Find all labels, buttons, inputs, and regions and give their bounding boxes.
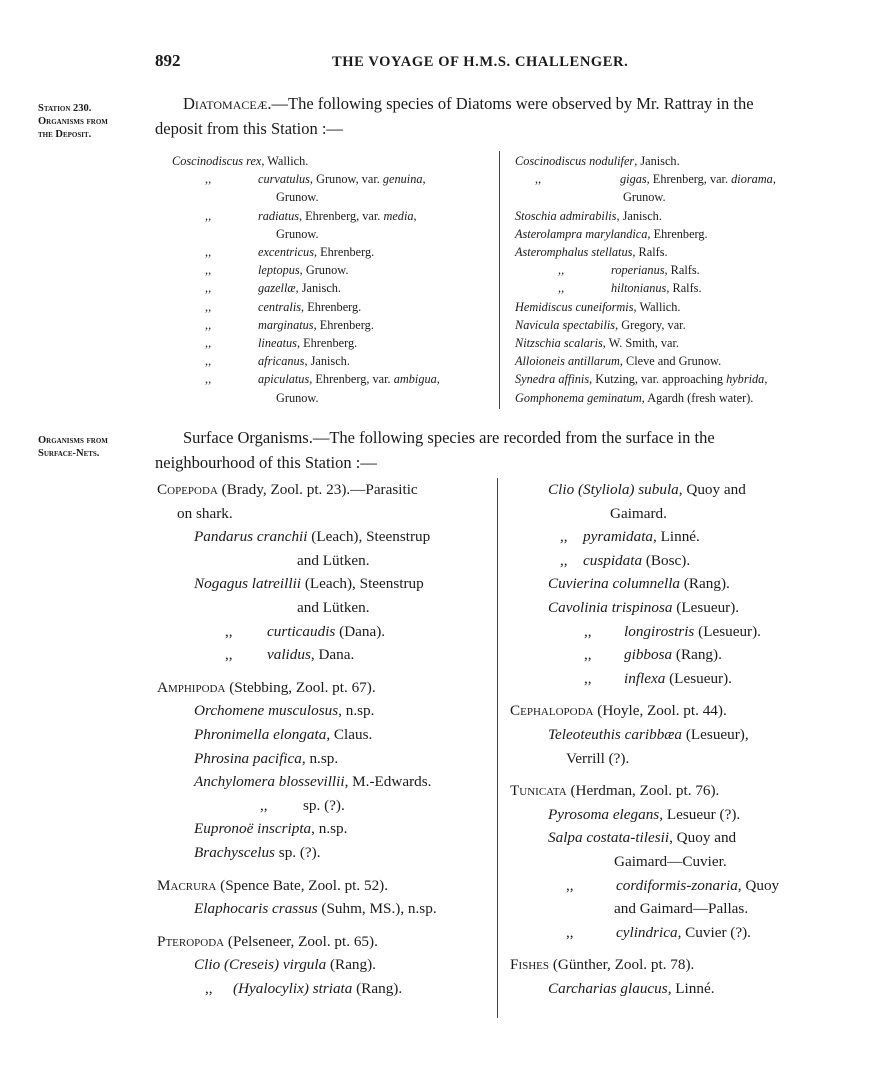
list-item: ,, leptopus, Grunow. xyxy=(205,263,349,278)
surface-right-column xyxy=(510,478,779,1000)
list-item-cont: Grunow. xyxy=(276,190,319,205)
list-item: Pandarus cranchii (Leach), Steenstrup xyxy=(194,528,431,546)
list-item-cont: and Lütken. xyxy=(297,551,370,569)
list-item: Alloioneis antillarum, Cleve and Grunow. xyxy=(515,354,722,369)
margin-line: Station 230. xyxy=(38,103,92,114)
column-divider xyxy=(497,478,498,1018)
list-item: Asteromphalus stellatus, Ralfs. xyxy=(515,245,668,260)
list-item: ,, cylindrica, Cuvier (?). xyxy=(566,923,751,941)
list-item: Cavolinia trispinosa (Lesueur). xyxy=(548,598,740,616)
list-item: Carcharias glaucus, Linné. xyxy=(548,979,715,997)
list-item: Nogagus latreillii (Leach), Steenstrup xyxy=(194,575,424,593)
group-heading: Pteropoda (Pelseneer, Zool. pt. 65). xyxy=(157,932,378,950)
list-item: Salpa costata-tilesii, Quoy and xyxy=(548,829,737,847)
section-heading: Diatomaceæ. xyxy=(183,94,272,113)
list-item-cont: and Lütken. xyxy=(297,598,370,616)
list-item: Phronimella elongata, Claus. xyxy=(194,725,373,743)
margin-note-surface xyxy=(38,434,108,460)
column-divider xyxy=(499,151,500,409)
list-item: Hemidiscus cuneiformis, Wallich. xyxy=(515,299,681,314)
list-item: ,, cuspidata (Bosc). xyxy=(560,551,691,569)
list-item: ,, longirostris (Lesueur). xyxy=(584,622,761,640)
margin-line: Organisms from xyxy=(38,116,108,127)
surface-left-column xyxy=(157,478,437,1000)
surface-intro-line-1 xyxy=(183,426,715,450)
list-item: Elaphocaris crassus (Suhm, MS.), n.sp. xyxy=(194,900,437,918)
list-item-cont: Verrill (?). xyxy=(566,749,630,767)
margin-line: Organisms from xyxy=(38,435,108,446)
list-item: Gomphonema geminatum, Agardh (fresh water). xyxy=(515,390,754,405)
list-item: ,, marginatus, Ehrenberg. xyxy=(205,317,374,332)
diatoms-right-column xyxy=(515,152,776,407)
list-item: ,, curticaudis (Dana). xyxy=(225,622,386,640)
list-item: Navicula spectabilis, Gregory, var. xyxy=(515,317,686,332)
margin-note-station xyxy=(38,102,108,141)
list-item: ,, apiculatus, Ehrenberg, var. ambigua, xyxy=(205,372,440,387)
running-title: THE VOYAGE OF H.M.S. CHALLENGER. xyxy=(332,54,629,70)
list-item: Cuvierina columnella (Rang). xyxy=(548,575,730,593)
section-heading: Surface Organisms. xyxy=(183,428,313,447)
group-heading: Macrura (Spence Bate, Zool. pt. 52). xyxy=(157,876,389,894)
diatoms-intro-line-1 xyxy=(183,92,754,116)
diatoms-intro-line-2: deposit from this Station :— xyxy=(155,119,343,138)
list-item-cont: Grunow. xyxy=(276,390,319,405)
list-item: Eupronoë inscripta, n.sp. xyxy=(194,820,348,838)
list-item: ,, lineatus, Ehrenberg. xyxy=(205,336,358,351)
list-item-cont: Grunow. xyxy=(276,226,319,241)
list-item: ,, gazellæ, Janisch. xyxy=(205,281,342,296)
list-item: ,, (Hyalocylix) striata (Rang). xyxy=(205,979,403,997)
list-item: Anchylomera blossevillii, M.-Edwards. xyxy=(194,773,432,791)
group-heading: Copepoda (Brady, Zool. pt. 23).—Parasitic xyxy=(157,481,418,498)
list-item: ,, radiatus, Ehrenberg, var. media, xyxy=(205,208,417,223)
list-item: Synedra affinis, Kutzing, var. approaching hybrida, xyxy=(515,372,768,387)
intro-text: —The following species of Diatoms were observed by Mr. Rattray in the xyxy=(271,94,754,113)
list-item: Stoschia admirabilis, Janisch. xyxy=(515,208,662,223)
list-item: ,, hiltonianus, Ralfs. xyxy=(558,281,702,296)
margin-line: Surface-Nets. xyxy=(38,448,100,459)
list-item: ,, cordiformis-zonaria, Quoy xyxy=(566,876,780,894)
list-item: ,, pyramidata, Linné. xyxy=(560,528,700,546)
list-item-cont: and Gaimard—Pallas. xyxy=(614,900,749,918)
list-item: Pyrosoma elegans, Lesueur (?). xyxy=(548,805,741,823)
list-item: Orchomene musculosus, n.sp. xyxy=(194,702,375,720)
list-item: ,, curvatulus, Grunow, var. genuina, xyxy=(205,172,426,187)
list-item: Phrosina pacifica, n.sp. xyxy=(194,749,339,767)
list-item: ,, africanus, Janisch. xyxy=(205,354,350,369)
margin-line: the Deposit. xyxy=(38,129,92,140)
list-item: Clio (Styliola) subula, Quoy and xyxy=(548,481,746,498)
list-item: ,, inflexa (Lesueur). xyxy=(584,669,732,687)
diatoms-left-column xyxy=(172,152,440,407)
list-item: Coscinodiscus nodulifer, Janisch. xyxy=(515,154,680,168)
list-item: Coscinodiscus rex, Wallich. xyxy=(172,154,309,168)
group-heading: Amphipoda (Stebbing, Zool. pt. 67). xyxy=(157,678,376,696)
list-item-cont: Gaimard. xyxy=(610,504,667,522)
list-item: Brachyscelus sp. (?). xyxy=(194,843,321,861)
surface-intro-line-2: neighbourhood of this Station :— xyxy=(155,453,377,472)
list-item: ,, gibbosa (Rang). xyxy=(584,646,722,664)
list-item: ,, sp. (?). xyxy=(260,796,345,814)
list-item: Asterolampra marylandica, Ehrenberg. xyxy=(515,226,708,241)
intro-text: —The following species are recorded from the surface in the xyxy=(312,428,715,447)
group-heading: Tunicata (Herdman, Zool. pt. 76). xyxy=(510,782,720,800)
group-heading-cont: on shark. xyxy=(177,504,233,522)
page-number: 892 xyxy=(155,51,181,70)
group-heading: Cephalopoda (Hoyle, Zool. pt. 44). xyxy=(510,702,727,720)
list-item: Teleoteuthis caribbæa (Lesueur), xyxy=(548,725,749,743)
list-item-cont: Gaimard—Cuvier. xyxy=(614,852,727,870)
list-item: ,, roperianus, Ralfs. xyxy=(558,263,700,278)
list-item: ,, validus, Dana. xyxy=(225,646,355,664)
list-item: ,, centralis, Ehrenberg. xyxy=(205,299,362,314)
list-item: Clio (Creseis) virgula (Rang). xyxy=(194,956,376,974)
group-heading: Fishes (Günther, Zool. pt. 78). xyxy=(510,956,695,974)
list-item: ,, gigas, Ehrenberg, var. diorama, xyxy=(535,172,776,187)
list-item: Nitzschia scalaris, W. Smith, var. xyxy=(515,336,679,351)
list-item: ,, excentricus, Ehrenberg. xyxy=(205,245,375,260)
list-item-cont: Grunow. xyxy=(623,190,666,205)
